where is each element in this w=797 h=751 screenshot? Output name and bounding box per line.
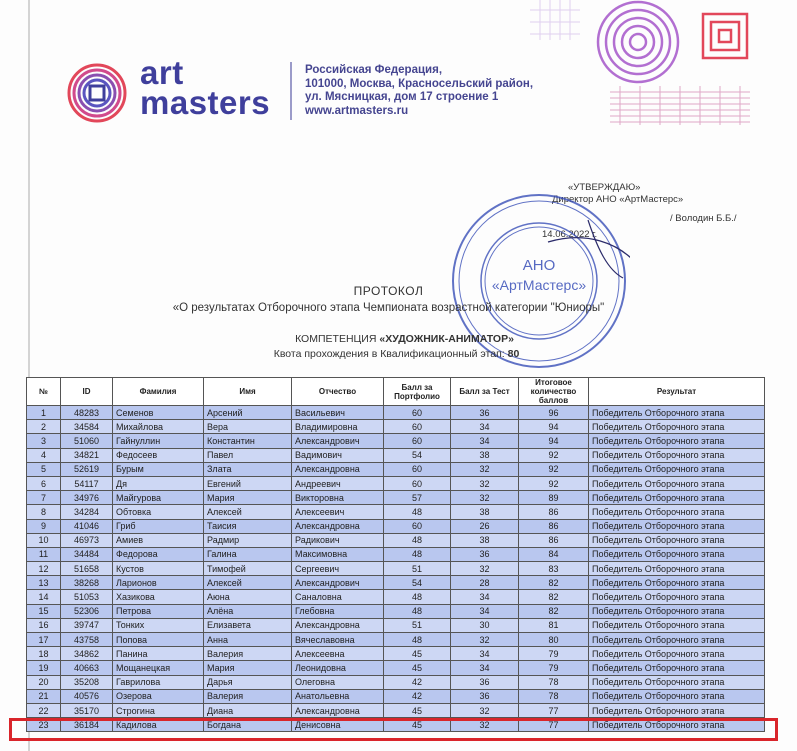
results-table bbox=[26, 377, 765, 732]
cell-result: Победитель Отборочного этапа bbox=[589, 647, 765, 661]
cell-last-name: Дя bbox=[113, 476, 204, 490]
stamp-center-name: «АртМастерс» bbox=[491, 277, 587, 293]
cell-portfolio-score: 48 bbox=[384, 533, 451, 547]
cell-first-name: Алёна bbox=[204, 604, 292, 618]
cell-first-name: Константин bbox=[204, 434, 292, 448]
cell-result: Победитель Отборочного этапа bbox=[589, 633, 765, 647]
cell-patronymic: Андреевич bbox=[292, 476, 384, 490]
cell-total-score: 92 bbox=[519, 462, 589, 476]
cell-number: 8 bbox=[27, 505, 61, 519]
table-row bbox=[27, 647, 765, 661]
cell-number: 2 bbox=[27, 420, 61, 434]
cell-first-name: Анна bbox=[204, 633, 292, 647]
cell-test-score: 30 bbox=[451, 618, 519, 632]
cell-test-score: 32 bbox=[451, 633, 519, 647]
header-divider bbox=[290, 62, 292, 120]
cell-test-score: 32 bbox=[451, 491, 519, 505]
cell-patronymic: Радикович bbox=[292, 533, 384, 547]
col-header-result: Результат bbox=[589, 378, 765, 406]
cell-result: Победитель Отборочного этапа bbox=[589, 661, 765, 675]
cell-number: 23 bbox=[27, 718, 61, 732]
cell-number: 4 bbox=[27, 448, 61, 462]
cell-patronymic: Саналовна bbox=[292, 590, 384, 604]
cell-number: 20 bbox=[27, 675, 61, 689]
table-row bbox=[27, 476, 765, 490]
cell-first-name: Радмир bbox=[204, 533, 292, 547]
cell-result: Победитель Отборочного этапа bbox=[589, 491, 765, 505]
col-header-test-score: Балл за Тест bbox=[451, 378, 519, 406]
cell-first-name: Павел bbox=[204, 448, 292, 462]
cell-number: 18 bbox=[27, 647, 61, 661]
cell-last-name: Гайнуллин bbox=[113, 434, 204, 448]
cell-number: 14 bbox=[27, 590, 61, 604]
cell-first-name: Мария bbox=[204, 661, 292, 675]
cell-test-score: 36 bbox=[451, 689, 519, 703]
cell-patronymic: Вячеславовна bbox=[292, 633, 384, 647]
cell-total-score: 79 bbox=[519, 661, 589, 675]
cell-patronymic: Александровна bbox=[292, 462, 384, 476]
cell-id: 40576 bbox=[61, 689, 113, 703]
approval-position: Директор АНО «АртМастерс» bbox=[552, 194, 684, 205]
cell-first-name: Злата bbox=[204, 462, 292, 476]
cell-result: Победитель Отборочного этапа bbox=[589, 703, 765, 717]
cell-portfolio-score: 48 bbox=[384, 590, 451, 604]
cell-patronymic: Алексеевна bbox=[292, 647, 384, 661]
table-row bbox=[27, 703, 765, 717]
cell-id: 54117 bbox=[61, 476, 113, 490]
cell-number: 12 bbox=[27, 562, 61, 576]
cell-number: 16 bbox=[27, 618, 61, 632]
cell-result: Победитель Отборочного этапа bbox=[589, 547, 765, 561]
cell-result: Победитель Отборочного этапа bbox=[589, 604, 765, 618]
cell-result: Победитель Отборочного этапа bbox=[589, 462, 765, 476]
cell-portfolio-score: 57 bbox=[384, 491, 451, 505]
col-header-portfolio-score: Балл за Портфолио bbox=[384, 378, 451, 406]
cell-first-name: Богдана bbox=[204, 718, 292, 732]
cell-total-score: 78 bbox=[519, 689, 589, 703]
cell-last-name: Кадилова bbox=[113, 718, 204, 732]
cell-test-score: 38 bbox=[451, 533, 519, 547]
cell-result: Победитель Отборочного этапа bbox=[589, 675, 765, 689]
cell-first-name: Галина bbox=[204, 547, 292, 561]
address-line: ул. Мясницкая, дом 17 строение 1 bbox=[305, 91, 499, 103]
table-row bbox=[27, 590, 765, 604]
table-row bbox=[27, 533, 765, 547]
cell-first-name: Тимофей bbox=[204, 562, 292, 576]
col-header-id: ID bbox=[61, 378, 113, 406]
table-row bbox=[27, 689, 765, 703]
cell-number: 22 bbox=[27, 703, 61, 717]
cell-total-score: 96 bbox=[519, 406, 589, 420]
cell-result: Победитель Отборочного этапа bbox=[589, 576, 765, 590]
competence-line bbox=[6, 333, 797, 345]
cell-first-name: Диана bbox=[204, 703, 292, 717]
brand-line-2: masters bbox=[140, 84, 271, 121]
col-header-first-name: Имя bbox=[204, 378, 292, 406]
table-header-row bbox=[27, 378, 765, 406]
cell-number: 15 bbox=[27, 604, 61, 618]
cell-total-score: 77 bbox=[519, 703, 589, 717]
cell-result: Победитель Отборочного этапа bbox=[589, 505, 765, 519]
cell-first-name: Алексей bbox=[204, 576, 292, 590]
highlighted-row-box bbox=[9, 718, 778, 741]
cell-last-name: Михайлова bbox=[113, 420, 204, 434]
table-row bbox=[27, 519, 765, 533]
cell-number: 19 bbox=[27, 661, 61, 675]
cell-last-name: Семенов bbox=[113, 406, 204, 420]
cell-test-score: 32 bbox=[451, 476, 519, 490]
cell-id: 43758 bbox=[61, 633, 113, 647]
cell-test-score: 32 bbox=[451, 562, 519, 576]
table-row bbox=[27, 406, 765, 420]
cell-last-name: Ларионов bbox=[113, 576, 204, 590]
cell-test-score: 34 bbox=[451, 590, 519, 604]
cell-test-score: 26 bbox=[451, 519, 519, 533]
cell-portfolio-score: 60 bbox=[384, 462, 451, 476]
cell-id: 39747 bbox=[61, 618, 113, 632]
cell-portfolio-score: 42 bbox=[384, 675, 451, 689]
cell-test-score: 34 bbox=[451, 661, 519, 675]
protocol-title: ПРОТОКОЛ bbox=[353, 284, 424, 298]
cell-result: Победитель Отборочного этапа bbox=[589, 533, 765, 547]
cell-portfolio-score: 45 bbox=[384, 661, 451, 675]
cell-id: 34821 bbox=[61, 448, 113, 462]
cell-result: Победитель Отборочного этапа bbox=[589, 718, 765, 732]
cell-patronymic: Александровна bbox=[292, 618, 384, 632]
cell-first-name: Мария bbox=[204, 491, 292, 505]
address-website: www.artmasters.ru bbox=[305, 104, 409, 117]
cell-test-score: 38 bbox=[451, 505, 519, 519]
cell-portfolio-score: 45 bbox=[384, 703, 451, 717]
cell-patronymic: Вадимович bbox=[292, 448, 384, 462]
cell-total-score: 83 bbox=[519, 562, 589, 576]
cell-patronymic: Сергеевич bbox=[292, 562, 384, 576]
cell-result: Победитель Отборочного этапа bbox=[589, 590, 765, 604]
cell-test-score: 32 bbox=[451, 462, 519, 476]
cell-last-name: Гаврилова bbox=[113, 675, 204, 689]
cell-id: 34584 bbox=[61, 420, 113, 434]
cell-test-score: 34 bbox=[451, 434, 519, 448]
cell-id: 36184 bbox=[61, 718, 113, 732]
table-row bbox=[27, 633, 765, 647]
cell-portfolio-score: 48 bbox=[384, 633, 451, 647]
cell-last-name: Петрова bbox=[113, 604, 204, 618]
cell-number: 7 bbox=[27, 491, 61, 505]
cell-portfolio-score: 45 bbox=[384, 647, 451, 661]
cell-id: 34976 bbox=[61, 491, 113, 505]
cell-first-name: Таисия bbox=[204, 519, 292, 533]
cell-portfolio-score: 60 bbox=[384, 519, 451, 533]
table-row bbox=[27, 462, 765, 476]
table-row bbox=[27, 547, 765, 561]
cell-id: 48283 bbox=[61, 406, 113, 420]
col-header-number: № bbox=[27, 378, 61, 406]
cell-portfolio-score: 60 bbox=[384, 476, 451, 490]
table-row bbox=[27, 675, 765, 689]
cell-last-name: Федорова bbox=[113, 547, 204, 561]
cell-last-name: Амиев bbox=[113, 533, 204, 547]
cell-first-name: Аюна bbox=[204, 590, 292, 604]
table-row bbox=[27, 576, 765, 590]
cell-patronymic: Васильевич bbox=[292, 406, 384, 420]
cell-last-name: Майгурова bbox=[113, 491, 204, 505]
cell-patronymic: Викторовна bbox=[292, 491, 384, 505]
protocol-subtitle: «О результатах Отборочного этапа Чемпионата возрастной категории "Юниоры" bbox=[172, 302, 605, 314]
cell-patronymic: Денисовна bbox=[292, 718, 384, 732]
cell-id: 51060 bbox=[61, 434, 113, 448]
cell-number: 1 bbox=[27, 406, 61, 420]
cell-result: Победитель Отборочного этапа bbox=[589, 476, 765, 490]
cell-id: 35170 bbox=[61, 703, 113, 717]
cell-total-score: 80 bbox=[519, 633, 589, 647]
cell-result: Победитель Отборочного этапа bbox=[589, 519, 765, 533]
cell-id: 34862 bbox=[61, 647, 113, 661]
cell-last-name: Гриб bbox=[113, 519, 204, 533]
cell-last-name: Строгина bbox=[113, 703, 204, 717]
cell-patronymic: Александровна bbox=[292, 703, 384, 717]
cell-result: Победитель Отборочного этапа bbox=[589, 420, 765, 434]
cell-patronymic: Владимировна bbox=[292, 420, 384, 434]
cell-id: 41046 bbox=[61, 519, 113, 533]
table-row bbox=[27, 448, 765, 462]
cell-test-score: 32 bbox=[451, 718, 519, 732]
cell-number: 17 bbox=[27, 633, 61, 647]
cell-id: 35208 bbox=[61, 675, 113, 689]
cell-test-score: 28 bbox=[451, 576, 519, 590]
cell-test-score: 34 bbox=[451, 647, 519, 661]
cell-portfolio-score: 48 bbox=[384, 505, 451, 519]
cell-patronymic: Алексеевич bbox=[292, 505, 384, 519]
competence-label: КОМПЕТЕНЦИЯ bbox=[295, 333, 377, 345]
cell-last-name: Панина bbox=[113, 647, 204, 661]
cell-first-name: Евгений bbox=[204, 476, 292, 490]
table-row bbox=[27, 505, 765, 519]
cell-last-name: Озерова bbox=[113, 689, 204, 703]
cell-total-score: 78 bbox=[519, 675, 589, 689]
col-header-total-score: Итоговое количество баллов bbox=[519, 378, 589, 406]
address-line: 101000, Москва, Красносельский район, bbox=[305, 77, 534, 90]
quota-line bbox=[0, 348, 795, 360]
cell-last-name: Попова bbox=[113, 633, 204, 647]
cell-portfolio-score: 42 bbox=[384, 689, 451, 703]
cell-first-name: Валерия bbox=[204, 689, 292, 703]
cell-id: 51658 bbox=[61, 562, 113, 576]
cell-test-score: 34 bbox=[451, 420, 519, 434]
cell-id: 34484 bbox=[61, 547, 113, 561]
cell-last-name: Федосеев bbox=[113, 448, 204, 462]
artmasters-logo-icon bbox=[66, 62, 128, 124]
cell-id: 34284 bbox=[61, 505, 113, 519]
cell-portfolio-score: 54 bbox=[384, 576, 451, 590]
cell-number: 13 bbox=[27, 576, 61, 590]
cell-patronymic: Олеговна bbox=[292, 675, 384, 689]
cell-patronymic: Александрович bbox=[292, 434, 384, 448]
cell-result: Победитель Отборочного этапа bbox=[589, 562, 765, 576]
cell-number: 9 bbox=[27, 519, 61, 533]
approval-date: 14.06.2022 г. bbox=[542, 229, 598, 240]
cell-first-name: Вера bbox=[204, 420, 292, 434]
cell-number: 3 bbox=[27, 434, 61, 448]
cell-last-name: Кустов bbox=[113, 562, 204, 576]
cell-first-name: Дарья bbox=[204, 675, 292, 689]
cell-total-score: 94 bbox=[519, 420, 589, 434]
cell-last-name: Бурым bbox=[113, 462, 204, 476]
table-row bbox=[27, 661, 765, 675]
cell-test-score: 34 bbox=[451, 604, 519, 618]
cell-last-name: Тонких bbox=[113, 618, 204, 632]
cell-portfolio-score: 48 bbox=[384, 547, 451, 561]
table-row bbox=[27, 604, 765, 618]
cell-test-score: 38 bbox=[451, 448, 519, 462]
cell-patronymic: Александровна bbox=[292, 519, 384, 533]
cell-total-score: 84 bbox=[519, 547, 589, 561]
cell-first-name: Арсений bbox=[204, 406, 292, 420]
cell-result: Победитель Отборочного этапа bbox=[589, 448, 765, 462]
col-header-last-name: Фамилия bbox=[113, 378, 204, 406]
cell-last-name: Мощанецкая bbox=[113, 661, 204, 675]
cell-portfolio-score: 60 bbox=[384, 406, 451, 420]
cell-portfolio-score: 51 bbox=[384, 562, 451, 576]
cell-result: Победитель Отборочного этапа bbox=[589, 689, 765, 703]
cell-first-name: Валерия bbox=[204, 647, 292, 661]
cell-portfolio-score: 45 bbox=[384, 718, 451, 732]
cell-last-name: Обтовка bbox=[113, 505, 204, 519]
cell-test-score: 36 bbox=[451, 406, 519, 420]
cell-number: 6 bbox=[27, 476, 61, 490]
cell-total-score: 77 bbox=[519, 718, 589, 732]
quota-label: Квота прохождения в Квалификационный этап: bbox=[273, 348, 505, 360]
table-row bbox=[27, 420, 765, 434]
cell-result: Победитель Отборочного этапа bbox=[589, 406, 765, 420]
cell-patronymic: Максимовна bbox=[292, 547, 384, 561]
col-header-patronymic: Отчество bbox=[292, 378, 384, 406]
cell-total-score: 92 bbox=[519, 476, 589, 490]
cell-patronymic: Александрович bbox=[292, 576, 384, 590]
table-row bbox=[27, 434, 765, 448]
cell-total-score: 82 bbox=[519, 604, 589, 618]
cell-id: 46973 bbox=[61, 533, 113, 547]
cell-total-score: 86 bbox=[519, 519, 589, 533]
cell-total-score: 86 bbox=[519, 533, 589, 547]
cell-total-score: 86 bbox=[519, 505, 589, 519]
cell-patronymic: Глебовна bbox=[292, 604, 384, 618]
cell-total-score: 79 bbox=[519, 647, 589, 661]
cell-id: 40663 bbox=[61, 661, 113, 675]
cell-test-score: 32 bbox=[451, 703, 519, 717]
cell-number: 10 bbox=[27, 533, 61, 547]
cell-first-name: Алексей bbox=[204, 505, 292, 519]
quota-value: 80 bbox=[507, 348, 520, 360]
decorative-pattern bbox=[520, 0, 765, 125]
cell-number: 11 bbox=[27, 547, 61, 561]
cell-portfolio-score: 60 bbox=[384, 434, 451, 448]
cell-id: 51053 bbox=[61, 590, 113, 604]
address-line: Российская Федерация, bbox=[305, 64, 443, 76]
cell-total-score: 92 bbox=[519, 448, 589, 462]
approval-heading: «УТВЕРЖДАЮ» bbox=[568, 182, 641, 193]
cell-result: Победитель Отборочного этапа bbox=[589, 434, 765, 448]
table-row bbox=[27, 618, 765, 632]
approval-signature-name: / Володин Б.Б./ bbox=[670, 213, 737, 224]
cell-id: 52306 bbox=[61, 604, 113, 618]
competence-value: «ХУДОЖНИК-АНИМАТОР» bbox=[379, 333, 514, 345]
brand-name bbox=[140, 54, 271, 121]
company-address bbox=[305, 64, 533, 118]
brand-line-1: art bbox=[140, 54, 184, 91]
table-row bbox=[27, 491, 765, 505]
cell-result: Победитель Отборочного этапа bbox=[589, 618, 765, 632]
cell-last-name: Хазикова bbox=[113, 590, 204, 604]
cell-first-name: Елизавета bbox=[204, 618, 292, 632]
cell-portfolio-score: 54 bbox=[384, 448, 451, 462]
cell-total-score: 89 bbox=[519, 491, 589, 505]
cell-total-score: 82 bbox=[519, 590, 589, 604]
cell-id: 52619 bbox=[61, 462, 113, 476]
cell-patronymic: Анатольевна bbox=[292, 689, 384, 703]
cell-id: 38268 bbox=[61, 576, 113, 590]
cell-patronymic: Леонидовна bbox=[292, 661, 384, 675]
stamp-center-top: АНО bbox=[522, 257, 556, 274]
cell-total-score: 81 bbox=[519, 618, 589, 632]
cell-test-score: 36 bbox=[451, 547, 519, 561]
cell-test-score: 36 bbox=[451, 675, 519, 689]
cell-portfolio-score: 60 bbox=[384, 420, 451, 434]
cell-number: 21 bbox=[27, 689, 61, 703]
cell-number: 5 bbox=[27, 462, 61, 476]
cell-total-score: 82 bbox=[519, 576, 589, 590]
cell-portfolio-score: 48 bbox=[384, 604, 451, 618]
cell-portfolio-score: 51 bbox=[384, 618, 451, 632]
cell-total-score: 94 bbox=[519, 434, 589, 448]
table-row bbox=[27, 562, 765, 576]
